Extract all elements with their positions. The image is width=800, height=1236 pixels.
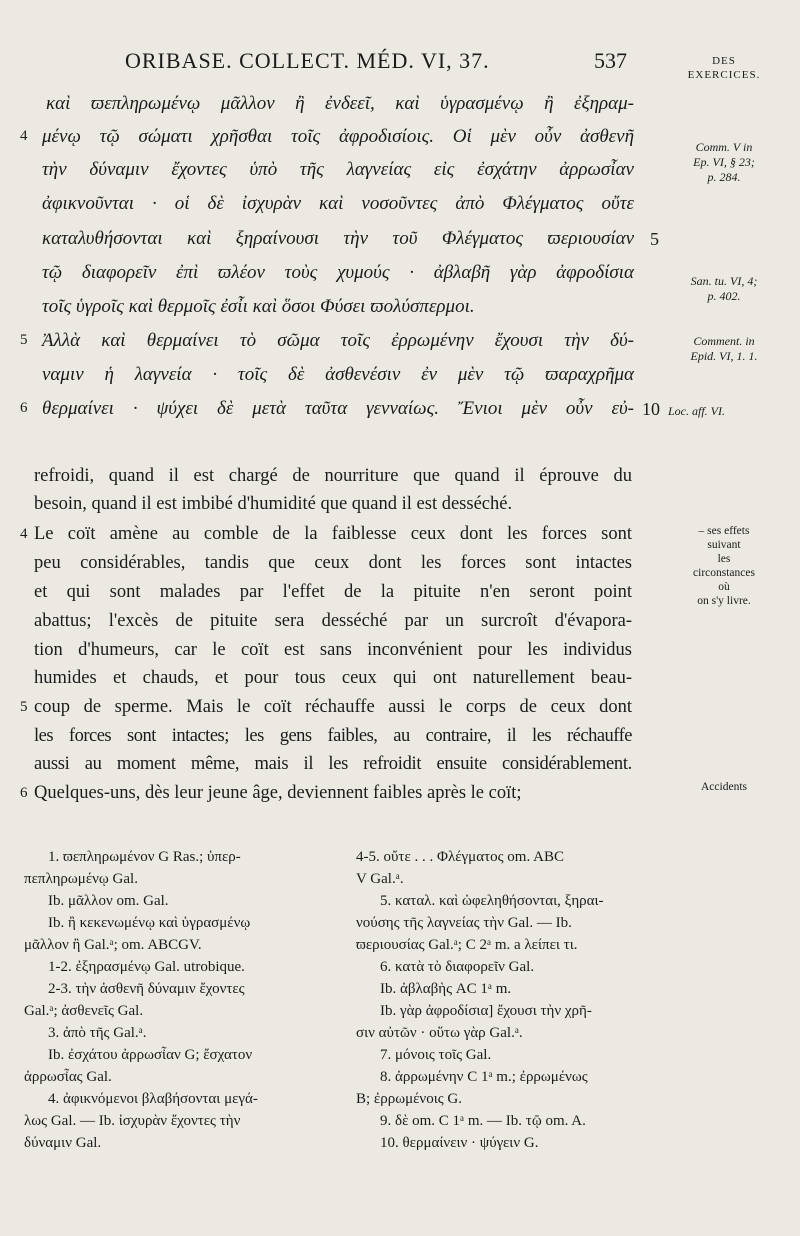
margin-note-line: p. 402. — [707, 289, 741, 303]
footnote-line: πεπληρωμένῳ Gal. — [24, 871, 138, 887]
margin-note-line: San. tu. VI, 4; — [690, 274, 758, 288]
footnotes-left-column — [24, 846, 334, 1154]
french-line: besoin, quand il est imbibé d'humidité que quand il est desséché. — [34, 494, 513, 514]
section-number: 5 — [20, 332, 28, 348]
line-number: 5 — [650, 229, 659, 249]
footnote-line: 8. ἀρρωμένην C 1ᵃ m.; ἐρρωμένως — [380, 1069, 588, 1085]
footnote-line: 10. θερμαίνειν · ψύγειν G. — [380, 1135, 539, 1151]
margin-note-loc: Loc. aff. VI. — [668, 404, 725, 418]
side-heading-line: DES — [712, 55, 736, 67]
margin-note-effets — [662, 524, 786, 608]
french-line: aussi au moment même, mais il les refroidit ensuite considérablement. — [34, 754, 632, 774]
side-heading-line: EXERCICES. — [687, 69, 761, 81]
section-number: 6 — [20, 785, 28, 801]
greek-line: ἀφικνοῦνται · οἱ δὲ ἰσχυρὰν καὶ νοσοῦντες ἀπὸ Φλέγματος οὔτε — [42, 193, 634, 214]
footnote-line: 4. ἀφικνόμενοι βλαβήσονται μεγά- — [48, 1091, 258, 1107]
french-line: Quelques-uns, dès leur jeune âge, deviennent faibles après le coït; — [34, 783, 522, 803]
french-line: les forces sont intactes; les gens faibles, au contraire, il les réchauffe — [34, 726, 632, 746]
footnote-line: μᾶλλον ἢ Gal.ᵃ; om. ABCGV. — [24, 937, 202, 953]
greek-line: τοῖς ὑγροῖς καὶ θερμοῖς ἐσἶι καὶ ὅσοι Φύσει ϖολύσπερμοι. — [42, 296, 475, 317]
footnote-line: 2-3. τὴν ἀσθενῆ δύναμιν ἔχοντες — [48, 981, 245, 997]
line-number: 10 — [642, 399, 660, 419]
footnote-line: 1. ϖεπληρωμένον G Ras.; ὑπερ- — [48, 849, 241, 865]
footnote-line: Ib. μᾶλλον om. Gal. — [48, 893, 169, 909]
greek-line: τῷ διαφορεῖν ἐπὶ ϖλέον τοὺς χυμούς · ἀβλαβῆ γὰρ ἀφροδίσια — [42, 262, 634, 283]
french-line: peu considérables, tandis que ceux dont les forces sont intactes — [34, 553, 632, 573]
section-number: 6 — [20, 400, 28, 416]
margin-note-line: Epid. VI, 1. 1. — [690, 349, 758, 363]
footnote-line: B; ἐρρωμένοις G. — [356, 1091, 462, 1107]
footnote-line: 4-5. οὔτε . . . Φλέγματος om. ABC — [356, 849, 564, 865]
section-number: 4 — [20, 526, 28, 542]
footnote-line: 9. δὲ om. C 1ᵃ m. — Ib. τῷ om. A. — [380, 1113, 586, 1129]
margin-note-comm — [662, 140, 786, 185]
section-number: 4 — [20, 128, 28, 144]
footnote-line: Ib. ἢ κεκενωμένῳ καὶ ὑγρασμένῳ — [48, 915, 251, 931]
greek-line: ναμιν ἡ λαγνεία · τοῖς δὲ ἀσθενέσιν ἐν μὲν τῷ ϖαραχρῆμα — [42, 364, 634, 385]
margin-note-line: les — [717, 553, 731, 565]
footnote-line: 6. κατὰ τὸ διαφορεῖν Gal. — [380, 959, 535, 975]
running-head: ORIBASE. COLLECT. MÉD. VI, 37. — [125, 48, 490, 73]
french-line: coup de sperme. Mais le coït réchauffe aussi le corps de ceux dont — [34, 697, 632, 717]
margin-note-line: Comm. V in — [695, 140, 753, 154]
side-heading — [664, 54, 784, 82]
french-line: et qui sont malades par l'effet de la pituite n'en seront point — [34, 582, 632, 602]
margin-note-comment — [662, 334, 786, 364]
footnote-line: 7. μόνοις τοῖς Gal. — [380, 1047, 492, 1063]
greek-line: θερμαίνει · ψύχει δὲ μετὰ ταῦτα γενναίως. Ἔνιοι μὲν οὖν εὐ- — [42, 398, 634, 419]
page-number: 537 — [594, 48, 627, 73]
greek-line: καταλυθήσονται καὶ ξηραίνουσι τὴν τοῦ Φλέγματος ϖεριουσίαν — [42, 228, 634, 249]
french-line: humides et chauds, et pour tous ceux qui ont naturellement beau- — [34, 668, 632, 688]
greek-line: τὴν δύναμιν ἔχοντες ὑπὸ τῆς λαγνείας εἰς ἐσχάτην ἀρρωσἶαν — [42, 159, 634, 180]
footnote-line: 3. ἀπὸ τῆς Gal.ᵃ. — [48, 1025, 147, 1041]
footnote-line: V Gal.ᵃ. — [356, 871, 404, 887]
margin-note-san — [662, 274, 786, 304]
section-number: 5 — [20, 699, 28, 715]
french-line: abattus; l'excès de pituite sera desséché par un surcroît d'évapora- — [34, 611, 632, 631]
margin-note-line: circonstances — [693, 567, 755, 579]
margin-note-line: – ses effets — [698, 525, 750, 537]
footnote-line: Gal.ᵃ; ἀσθενεῖς Gal. — [24, 1003, 144, 1019]
french-line: tion d'humeurs, car le coït est sans inconvénient pour les individus — [34, 640, 632, 660]
greek-line: μένῳ τῷ σώματι χρῆσθαι τοῖς ἀφροδισίοις. Οἱ μὲν οὖν ἀσθενῆ — [42, 126, 634, 147]
margin-note-line: Comment. in — [693, 334, 755, 348]
margin-note-line: où — [718, 581, 730, 593]
margin-note-accidents: Accidents — [701, 781, 747, 793]
footnote-line: ἀρρωσἶας Gal. — [24, 1069, 112, 1085]
footnote-line: ϖεριουσίας Gal.ᵃ; C 2ᵃ m. a λείπει τι. — [356, 937, 578, 953]
footnote-line: νούσης τῆς λαγνείας τὴν Gal. — Ib. — [356, 915, 572, 931]
footnote-line: λως Gal. — Ib. ἰσχυρὰν ἔχοντες τὴν — [24, 1113, 241, 1129]
margin-note-line: suivant — [707, 539, 741, 551]
greek-line: Ἀλλὰ καὶ θερμαίνει τὸ σῶμα τοῖς ἐρρωμένην ἔχουσι τὴν δύ- — [42, 330, 634, 351]
margin-note-line: Ep. VI, § 23; — [693, 155, 755, 169]
margin-note-line: p. 284. — [707, 170, 741, 184]
french-line: refroidi, quand il est chargé de nourriture que quand il éprouve du — [34, 466, 632, 486]
footnote-line: δύναμιν Gal. — [24, 1135, 102, 1151]
greek-line: καὶ ϖεπληρωμένῳ μᾶλλον ἢ ἐνδεεῖ, καὶ ὑγρασμένῳ ἢ ἐξηραμ- — [46, 93, 634, 114]
footnotes-right-column — [356, 846, 646, 1154]
footnote-line: Ib. ἀβλαβὴς AC 1ᵃ m. — [380, 981, 512, 997]
footnote-line: σιν αὐτῶν · οὕτω γὰρ Gal.ᵃ. — [356, 1025, 523, 1041]
footnote-line: 1-2. ἐξηρασμένῳ Gal. utrobique. — [48, 959, 245, 975]
footnote-line: Ib. γὰρ ἀφροδίσια] ἔχουσι τὴν χρῆ- — [380, 1003, 592, 1019]
french-line: Le coït amène au comble de la faiblesse ceux dont les forces sont — [34, 524, 632, 544]
footnote-line: 5. καταλ. καὶ ὠφεληθήσονται, ξηραι- — [380, 893, 604, 909]
margin-note-line: on s'y livre. — [697, 595, 751, 607]
footnote-line: Ib. ἐσχάτου ἀρρωσἶαν G; ἔσχατον — [48, 1047, 253, 1063]
